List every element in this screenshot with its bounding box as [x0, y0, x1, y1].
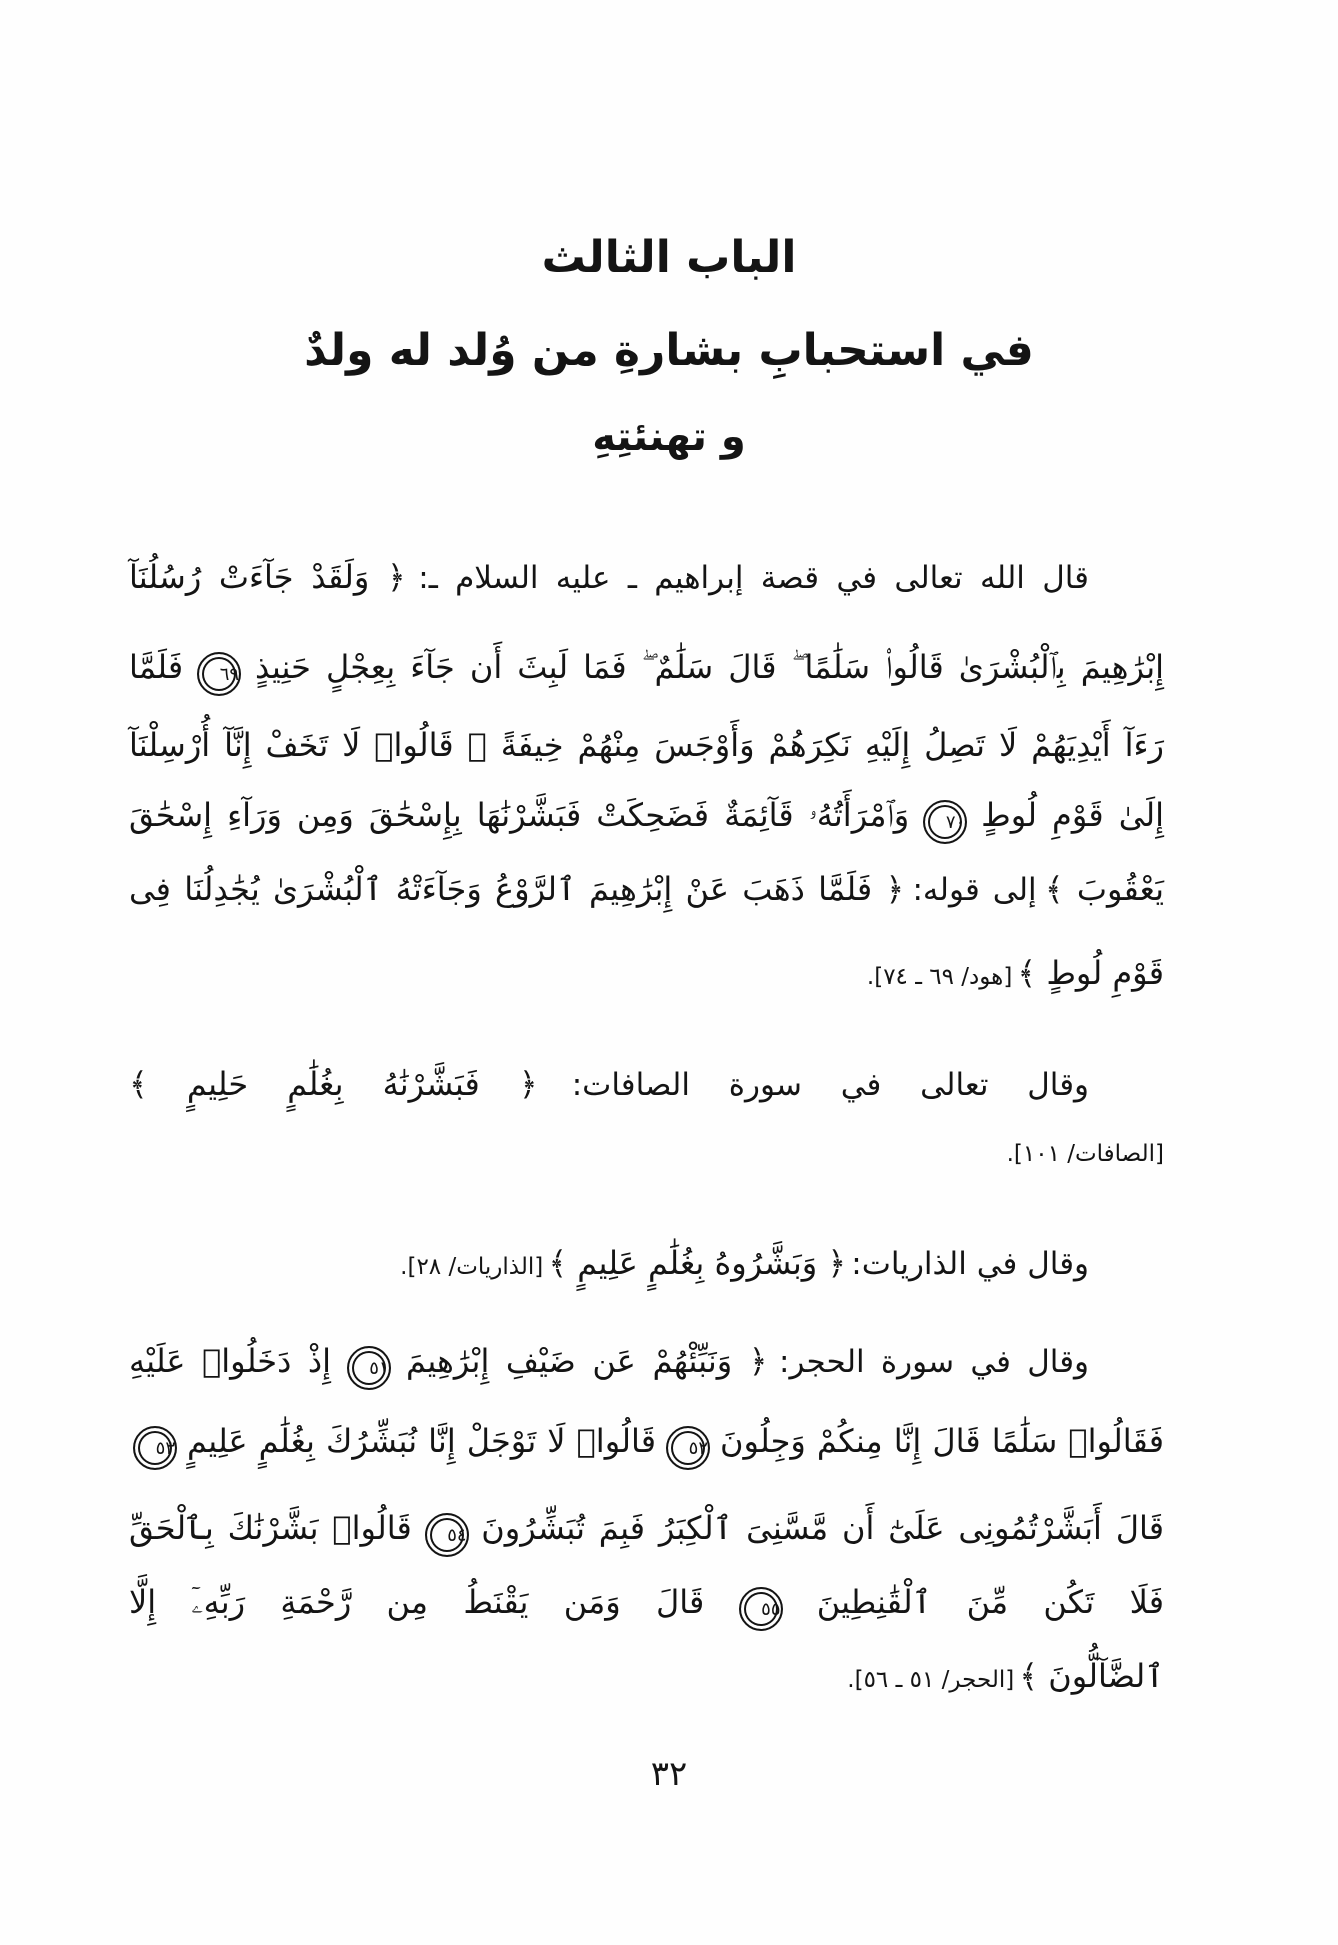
- ayah-number-marker: ٥٣: [133, 1426, 177, 1470]
- narration-text: وقال في الذاريات:: [851, 1246, 1089, 1282]
- quran-text: فَلَا تَكُن مِّنَ ٱلْقَٰنِطِينَ: [816, 1583, 1164, 1621]
- text-line: [129, 705, 1164, 785]
- text-line: [129, 933, 1164, 1013]
- quran-text: قَالَ أَبَشَّرْتُمُونِى عَلَىٰٓ أَن مَّسَّنِىَ ٱلْكِبَرُ فَبِمَ تُبَشِّرُونَ: [481, 1509, 1165, 1547]
- ayah-number-marker: ٥٥: [739, 1587, 783, 1631]
- chapter-title: الباب الثالث: [541, 232, 797, 283]
- text-line: [129, 849, 1164, 929]
- quran-text: ﴿ وَبَشَّرُوهُ بِغُلَٰمٍ عَلِيمٍ ﴾: [548, 1244, 847, 1282]
- ayah-number-marker: ٥٤: [425, 1513, 469, 1557]
- text-line: [129, 627, 1164, 707]
- text-line: [129, 1488, 1164, 1568]
- citation: [الذاريات/ ٢٨].: [400, 1254, 544, 1280]
- ayah-number-marker: ٥١: [347, 1346, 391, 1390]
- quran-text: قَالُوا۟ بَشَّرْنَٰكَ بِٱلْحَقِّ: [129, 1509, 412, 1547]
- quran-text: رَءَآ أَيْدِيَهُمْ لَا تَصِلُ إِلَيْهِ نَكِرَهُمْ وَأَوْجَسَ مِنْهُمْ خِيفَةً ۚ قَالُوا۟ لَا تَخَفْ إِنَّآ أُرْسِلْنَآ: [129, 726, 1164, 764]
- quran-text: فَقَالُوا۟ سَلَٰمًا قَالَ إِنَّا مِنكُمْ وَجِلُونَ: [720, 1422, 1165, 1460]
- text-line: [129, 1114, 1164, 1194]
- citation: [هود/ ٦٩ ـ ٧٤].: [866, 964, 1013, 990]
- quran-text: قَالَ وَمَن يَقْنَطُ مِن رَّحْمَةِ رَبِّهِۦٓ إِلَّا: [129, 1583, 705, 1621]
- narration-text: وقال في سورة الحجر:: [779, 1344, 1090, 1380]
- quran-text: قَوْمِ لُوطٍ ﴾: [1017, 954, 1164, 992]
- quran-text: إِبْرَٰهِيمَ بِٱلْبُشْرَىٰ قَالُوا۟ سَلَٰمًا ۖ قَالَ سَلَٰمٌ ۖ فَمَا لَبِثَ أَن جَآءَ بِعِجْلٍ حَنِيذٍ: [255, 648, 1165, 686]
- ayah-number-marker: ٥٢: [666, 1426, 710, 1470]
- quran-text: قَالُوا۟ لَا تَوْجَلْ إِنَّا نُبَشِّرُكَ بِغُلَٰمٍ عَلِيمٍ: [186, 1422, 657, 1460]
- quran-text: وَٱمْرَأَتُهُۥ قَآئِمَةٌ فَضَحِكَتْ فَبَشَّرْنَٰهَا بِإِسْحَٰقَ وَمِن وَرَآءِ إِسْحَٰقَ: [129, 796, 910, 834]
- narration-text: وقال تعالى في سورة الصافات:: [571, 1067, 1090, 1103]
- quran-text: ﴿ وَلَقَدْ جَآءَتْ رُسُلُنَآ: [129, 558, 406, 596]
- quran-text: ﴿ فَبَشَّرْنَٰهُ بِغُلَٰمٍ حَلِيمٍ ﴾: [129, 1065, 538, 1103]
- text-line: [129, 1044, 1164, 1124]
- narration-text: إلى قوله:: [912, 872, 1037, 908]
- text-line: [129, 1401, 1164, 1481]
- text-line: [129, 537, 1164, 617]
- citation: [الحجر/ ٥١ ـ ٥٦].: [847, 1667, 1015, 1693]
- text-line: [129, 1636, 1164, 1716]
- ayah-number-marker: ٧٠: [923, 800, 967, 844]
- quran-text: ٱلضَّآلُّونَ ﴾: [1019, 1657, 1164, 1695]
- narration-text: قال الله تعالى في قصة إبراهيم ـ عليه السلام ـ:: [418, 560, 1089, 596]
- text-line: [129, 775, 1164, 855]
- quran-text: إِذْ دَخَلُوا۟ عَلَيْهِ: [129, 1342, 332, 1380]
- text-line: [129, 1321, 1164, 1401]
- chapter-heading-line-1: في استحبابِ بشارةِ من وُلد له ولدٌ: [304, 325, 1034, 376]
- text-line: [129, 1223, 1164, 1303]
- quran-text: إِلَىٰ قَوْمِ لُوطٍ: [981, 796, 1164, 834]
- page-number: ٣٢: [650, 1754, 688, 1794]
- chapter-heading-line-2: و تهنئتِهِ: [592, 414, 746, 460]
- quran-text: ﴿ فَلَمَّا ذَهَبَ عَنْ إِبْرَٰهِيمَ ٱلرَّوْعُ وَجَآءَتْهُ ٱلْبُشْرَىٰ يُجَٰدِلُنَا فِى: [129, 870, 905, 908]
- ayah-number-marker: ٦٩: [197, 652, 241, 696]
- quran-text: فَلَمَّا: [129, 648, 184, 686]
- quran-text: يَعْقُوبَ ﴾: [1044, 870, 1165, 908]
- quran-text: ﴿ وَنَبِّئْهُمْ عَن ضَيْفِ إِبْرَٰهِيمَ: [406, 1342, 768, 1380]
- citation: [الصافات/ ١٠١].: [1006, 1141, 1164, 1167]
- text-line: [129, 1562, 1164, 1642]
